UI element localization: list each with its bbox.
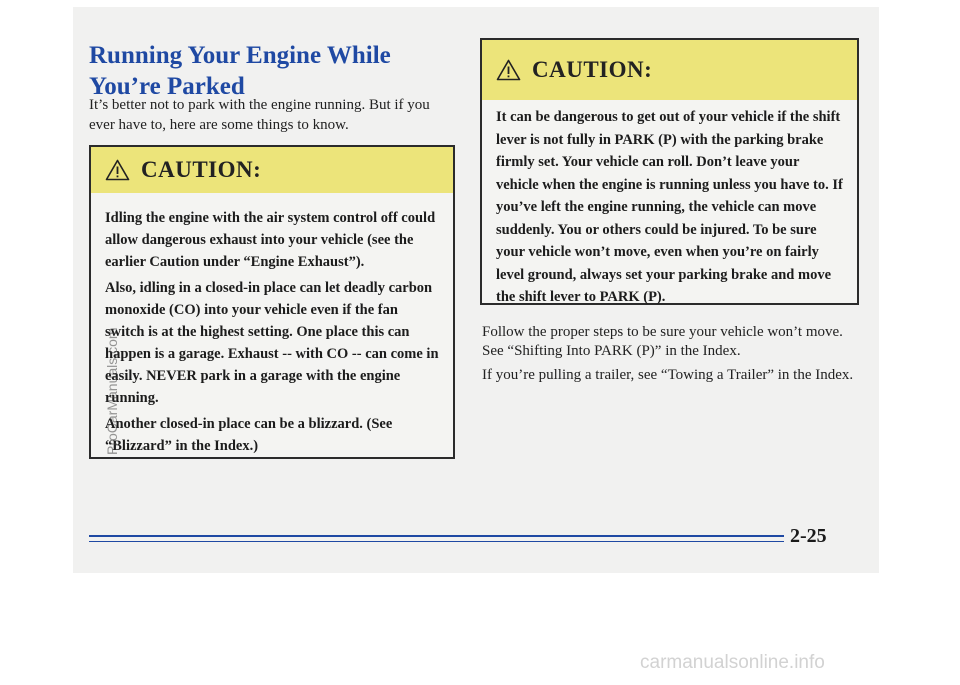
warning-triangle-icon <box>105 159 130 181</box>
warning-triangle-icon <box>496 59 521 81</box>
caution-title: CAUTION: <box>532 57 653 82</box>
trailer-paragraph: If you’re pulling a trailer, see “Towing a Trailer” in the Index. <box>482 367 854 383</box>
vertical-watermark: ProCarManuals.com <box>104 327 120 455</box>
caution-body <box>482 100 857 309</box>
page-number: 2-25 <box>790 525 827 547</box>
heading-line-1: Running Your Engine While <box>89 42 391 69</box>
left-caution-box <box>89 145 455 459</box>
right-caution-box <box>480 38 859 305</box>
caution-body <box>91 193 453 457</box>
section-heading <box>89 40 391 102</box>
caution-header <box>91 147 453 193</box>
caution-title: CAUTION: <box>141 157 262 182</box>
caution-paragraph: It can be dangerous to get out of your vehicle if the shift lever is not fully in PARK (P) with the parking brake firmly set. Your vehicle can roll. Don’t leave your vehicle when the engine is running unless you have to. If you’ve left the engine running, the vehicle can move suddenly. You or others could be injured. To be sure your vehicle won’t move, even when you’re on fairly level ground, always set your parking brake and move the shift lever to PARK (P). <box>496 109 843 305</box>
caution-paragraph: Another closed-in place can be a blizzard. (See “Blizzard” in the Index.) <box>105 416 393 454</box>
intro-paragraph: It’s better not to park with the engine running. But if you ever have to, here are some things to know. <box>89 97 430 133</box>
footer-rule-thin <box>89 541 784 542</box>
footer-rule <box>89 535 784 537</box>
caution-paragraph: Idling the engine with the air system control off could allow dangerous exhaust into your vehicle (see the earlier Caution under “Engine Exhaust”). <box>105 210 436 270</box>
caution-paragraph: Also, idling in a closed-in place can let deadly carbon monoxide (CO) into your vehicle even if the fan switch is at the highest setting. One place this can happen is a garage. Exhaust -- with CO -- can come in easily. NEVER park in a garage with the engine running. <box>105 280 439 406</box>
footer-watermark: carmanualsonline.info <box>640 652 825 673</box>
caution-header <box>482 40 857 100</box>
heading-line-2: You’re Parked <box>89 73 245 100</box>
follow-steps-paragraph: Follow the proper steps to be sure your vehicle won’t move. See “Shifting Into PARK (P)” in the Index. <box>482 324 843 359</box>
